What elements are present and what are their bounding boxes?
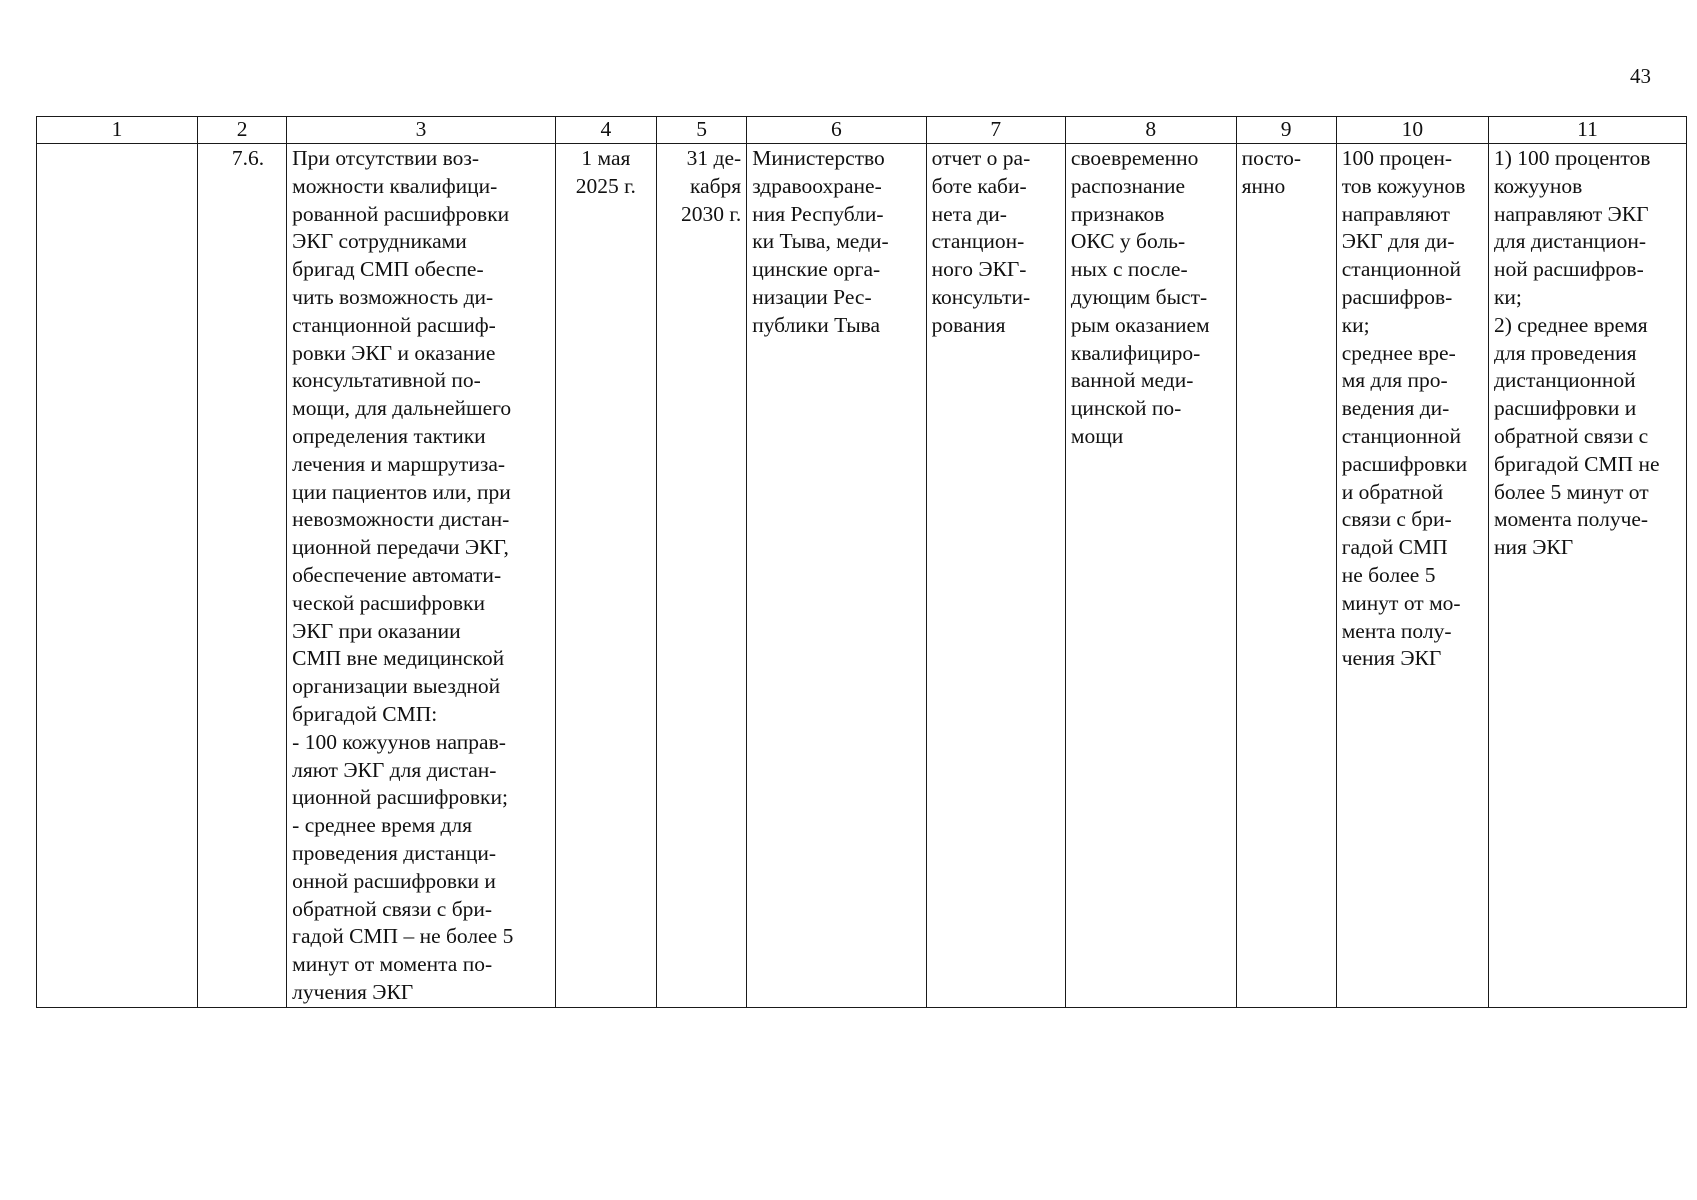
column-header-4: 4	[555, 117, 656, 144]
column-header-5: 5	[656, 117, 746, 144]
table-row	[37, 144, 1687, 1008]
cell-frequency	[1236, 144, 1336, 1008]
header-row	[37, 117, 1687, 144]
cell-measure-description-text: При отсутствии воз- можности квалифици- рованной расшифровки ЭКГ сотрудниками бригад СМП обеспе- чить возможность ди- станционной расшиф- ровки ЭКГ и оказание консультативной по- мощи, для дальнейшего определения тактики лечения и маршрутиза- ции пациентов или, при невозможности дистан- ционной передачи ЭКГ, обеспечение автомати- ческой расшифровки ЭКГ при оказании СМП вне медицинской организации выездной бригадой СМП: - 100 кожуунов направ- ляют ЭКГ для дистан- ционной расшифровки; - среднее время для проведения дистанци- онной расшифровки и обратной связи с бри- гадой СМП – не более 5 минут от момента по- лучения ЭКГ	[292, 146, 514, 1004]
column-header-8: 8	[1065, 117, 1236, 144]
cell-frequency-text: посто- янно	[1241, 146, 1301, 198]
page-number: 43	[1630, 64, 1651, 88]
cell-item-number	[197, 144, 286, 1008]
column-header-10: 10	[1336, 117, 1488, 144]
cell-responsible-text: Министерство здравоохране- ния Республи- ки Тыва, меди- цинские орга- низации Рес- публики Тыва	[752, 146, 889, 337]
cell-item-number-text: 7.6.	[231, 146, 265, 170]
cell-target-indicator	[1488, 144, 1686, 1008]
cell-indicator-text: 100 процен- тов кожуунов направляют ЭКГ для ди- станционной расшифров- ки; среднее вре- мя для про- ведения ди- станционной расшифровки и обратной связи с бри- гадой СМП не более 5 минут от мо- мента полу- чения ЭКГ	[1341, 146, 1468, 671]
plan-table	[36, 116, 1687, 1008]
cell-expected-result	[1065, 144, 1236, 1008]
cell-end-date-text: 31 де- кабря 2030 г.	[681, 146, 742, 226]
cell-responsible	[747, 144, 926, 1008]
column-header-7: 7	[926, 117, 1065, 144]
cell-expected-result-text: своевременно распознание признаков ОКС у боль- ных с после- дующим быст- рым оказанием квалифициро- ванной меди- цинской по- мощи	[1070, 146, 1210, 448]
cell-section	[37, 144, 198, 1008]
cell-report-form-text: отчет о ра- боте каби- нета ди- станцион- ного ЭКГ- консульти- рования	[931, 146, 1031, 337]
cell-end-date	[656, 144, 746, 1008]
cell-start-date-text: 1 мая 2025 г.	[575, 146, 636, 198]
column-header-3: 3	[287, 117, 556, 144]
cell-indicator	[1336, 144, 1488, 1008]
cell-start-date	[555, 144, 656, 1008]
cell-measure-description	[287, 144, 556, 1008]
cell-report-form	[926, 144, 1065, 1008]
column-header-6: 6	[747, 117, 926, 144]
column-header-9: 9	[1236, 117, 1336, 144]
column-header-11: 11	[1488, 117, 1686, 144]
column-header-2: 2	[197, 117, 286, 144]
cell-target-indicator-text: 1) 100 процентов кожуунов направляют ЭКГ для дистанцион- ной расшифров- ки; 2) среднее время для проведения дистанционной расшифровки и обратной связи с бригадой СМП не более 5 минут от момента получе- ния ЭКГ	[1493, 146, 1660, 560]
column-header-1: 1	[37, 117, 198, 144]
